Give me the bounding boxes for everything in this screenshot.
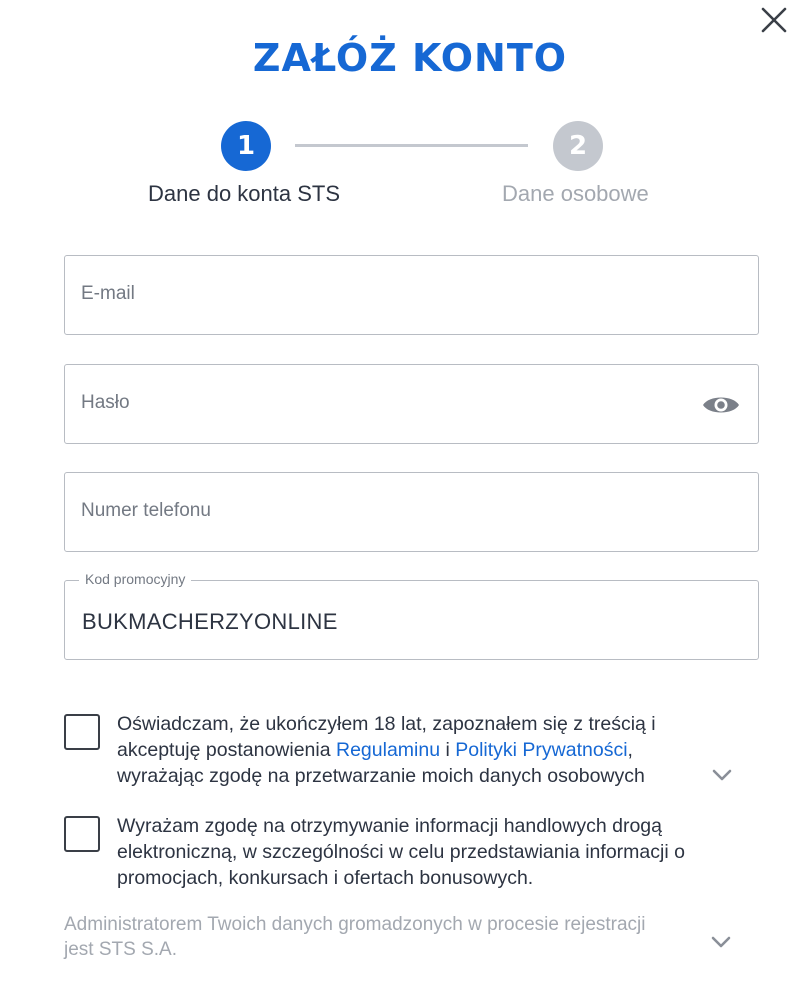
chevron-down-icon — [710, 935, 732, 949]
email-placeholder: E-mail — [81, 283, 135, 304]
age-consent-prefix: Oświadczam, że ukończyłem 18 lat, zapoznałem się z treścią i akceptuję postanowienia — [117, 713, 656, 761]
close-button[interactable] — [756, 2, 792, 38]
age-consent-suffix: , wyrażając zgodę na przetwarzanie moich danych osobowych — [117, 739, 645, 787]
close-icon — [761, 7, 787, 33]
expand-age-consent-button[interactable] — [710, 767, 734, 783]
eye-icon — [702, 393, 740, 417]
privacy-policy-link[interactable]: Polityki Prywatności — [455, 739, 628, 761]
step-1-indicator: 1 — [221, 121, 271, 171]
chevron-down-icon — [711, 768, 733, 782]
age-consent-connector: i — [440, 739, 456, 761]
password-placeholder: Hasło — [81, 392, 130, 413]
email-field[interactable] — [64, 255, 759, 335]
age-consent-text — [117, 711, 717, 789]
step-2-label: Dane osobowe — [502, 181, 649, 206]
promo-code-value: BUKMACHERZYONLINE — [82, 609, 338, 634]
data-administrator-info: Administratorem Twoich danych gromadzonych w procesie rejestracji jest STS S.A. — [64, 914, 646, 960]
page-title: ZAŁÓŻ KONTO — [252, 36, 568, 80]
stepper-connector — [295, 144, 528, 147]
promo-code-field[interactable] — [64, 571, 759, 660]
promo-code-label: Kod promocyjny — [79, 571, 191, 587]
phone-placeholder: Numer telefonu — [81, 500, 211, 521]
marketing-consent-checkbox[interactable] — [64, 816, 100, 852]
phone-field[interactable] — [64, 472, 759, 552]
expand-admin-info-button[interactable] — [709, 934, 733, 950]
terms-link[interactable]: Regulaminu — [336, 739, 441, 761]
password-field[interactable] — [64, 364, 759, 444]
age-consent-checkbox[interactable] — [64, 714, 100, 750]
step-2-indicator: 2 — [553, 121, 603, 171]
show-password-button[interactable] — [702, 392, 740, 418]
step-1-label: Dane do konta STS — [148, 181, 341, 206]
marketing-consent-text: Wyrażam zgodę na otrzymywanie informacji handlowych drogą elektroniczną, w szczególności w celu przedstawiania informacji o promocjach, konkursach i ofertach bonusowych. — [117, 815, 685, 889]
